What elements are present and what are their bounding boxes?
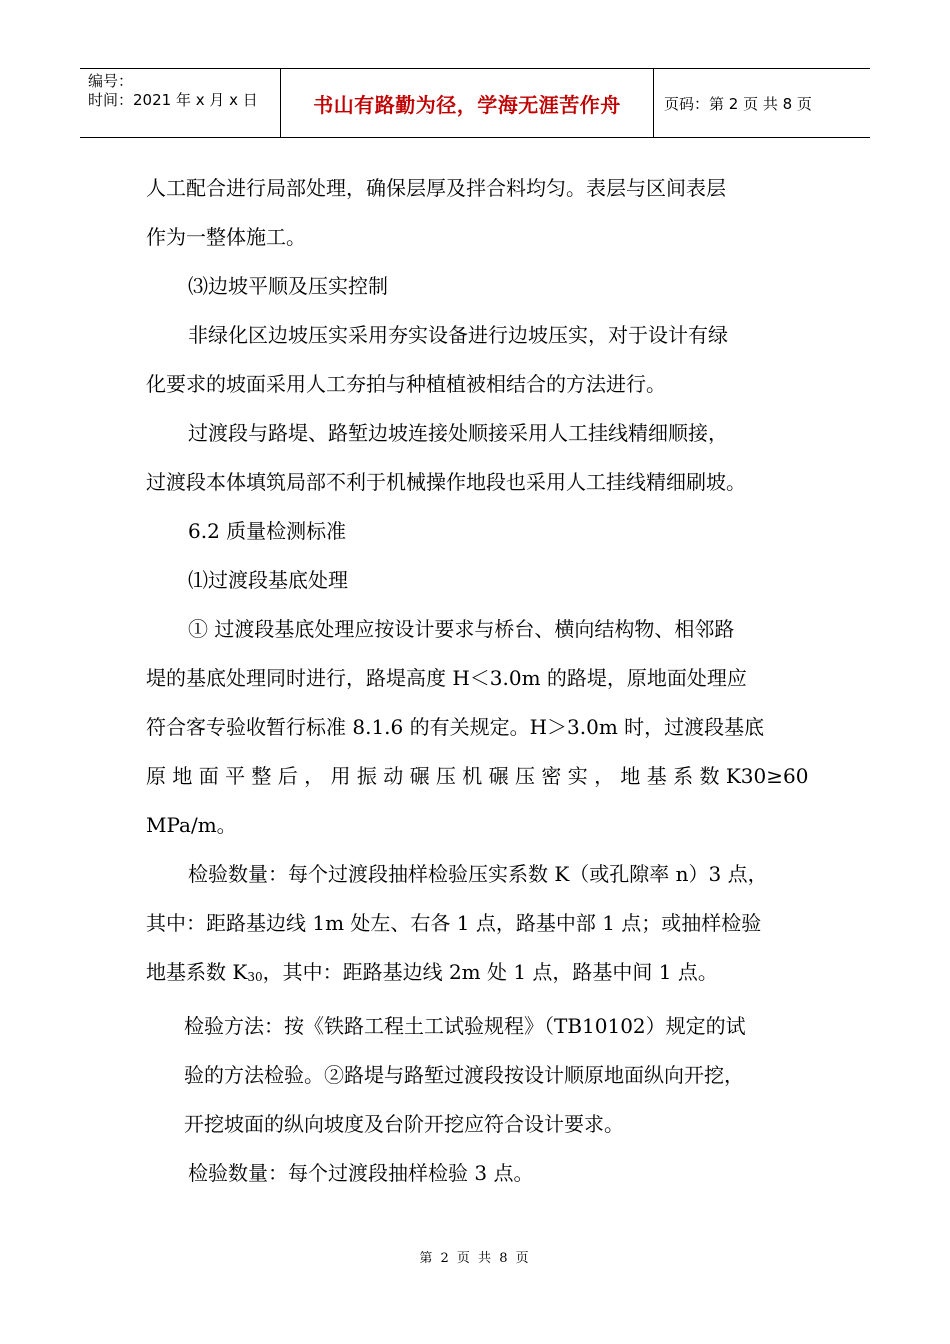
text-run: ，其中：距路基边线 2m 处 1 点，路基中间 1 点。 <box>262 960 718 984</box>
paragraph-line: 验的方法检验。②路堤与路堑过渡段按设计顺原地面纵向开挖， <box>184 1063 744 1087</box>
doc-number-label: 编号： <box>88 72 134 90</box>
paragraph-line: 检验方法：按《铁路工程土工试验规程》（TB10102）规定的试 <box>184 1014 746 1038</box>
section-heading: ⑴过渡段基底处理 <box>188 568 348 592</box>
paragraph-line: 检验数量：每个过渡段抽样检验 3 点。 <box>188 1161 534 1185</box>
paragraph-line: 非绿化区边坡压实采用夯实设备进行边坡压实，对于设计有绿 <box>188 323 728 347</box>
paragraph-line: MPa/m。 <box>146 813 237 837</box>
paragraph-line: 原 地 面 平 整 后 ， 用 振 动 碾 压 机 碾 压 密 实 ， 地 基 系 数 K30≥60 <box>146 764 809 788</box>
header-meta <box>80 69 281 137</box>
document-body <box>146 164 810 1198</box>
paragraph-line: 过渡段与路堤、路堑边坡连接处顺接采用人工挂线精细顺接， <box>188 421 728 445</box>
paragraph-line: ① 过渡段基底处理应按设计要求与桥台、横向结构物、相邻路 <box>188 617 735 641</box>
paragraph-line: 检验数量：每个过渡段抽样检验压实系数 K（或孔隙率 n）3 点， <box>188 862 768 886</box>
paragraph-line: 过渡段本体填筑局部不利于机械操作地段也采用人工挂线精细刷坡。 <box>146 470 746 494</box>
paragraph-line: 开挖坡面的纵向坡度及台阶开挖应符合设计要求。 <box>184 1112 624 1136</box>
text-run: 地基系数 K <box>146 960 248 984</box>
section-heading: 6.2 质量检测标准 <box>188 519 347 543</box>
paragraph-line: 化要求的坡面采用人工夯拍与种植植被相结合的方法进行。 <box>146 372 666 396</box>
paragraph-line: 其中：距路基边线 1m 处左、右各 1 点，路基中部 1 点；或抽样检验 <box>146 911 762 935</box>
paragraph-line: 人工配合进行局部处理，确保层厚及拌合料均匀。表层与区间表层 <box>146 176 726 200</box>
paragraph-line: 作为一整体施工。 <box>146 225 306 249</box>
page-footer: 第 2 页 共 8 页 <box>419 1251 531 1266</box>
doc-time-label: 时间：2021 年 x 月 x 日 <box>88 91 258 109</box>
section-heading: ⑶边坡平顺及压实控制 <box>188 274 388 298</box>
header-page-info: 页码：第 2 页 共 8 页 <box>664 94 812 113</box>
paragraph-line: 符合客专验收暂行标准 8.1.6 的有关规定。H＞3.0m 时，过渡段基底 <box>146 715 765 739</box>
subscript-text: 30 <box>247 970 263 984</box>
header-motto: 书山有路勤为径，学海无涯苦作舟 <box>281 69 654 137</box>
paragraph-line <box>146 948 810 1002</box>
page-header <box>80 68 870 138</box>
paragraph-line: 堤的基底处理同时进行，路堤高度 H＜3.0m 的路堤，原地面处理应 <box>146 666 747 690</box>
